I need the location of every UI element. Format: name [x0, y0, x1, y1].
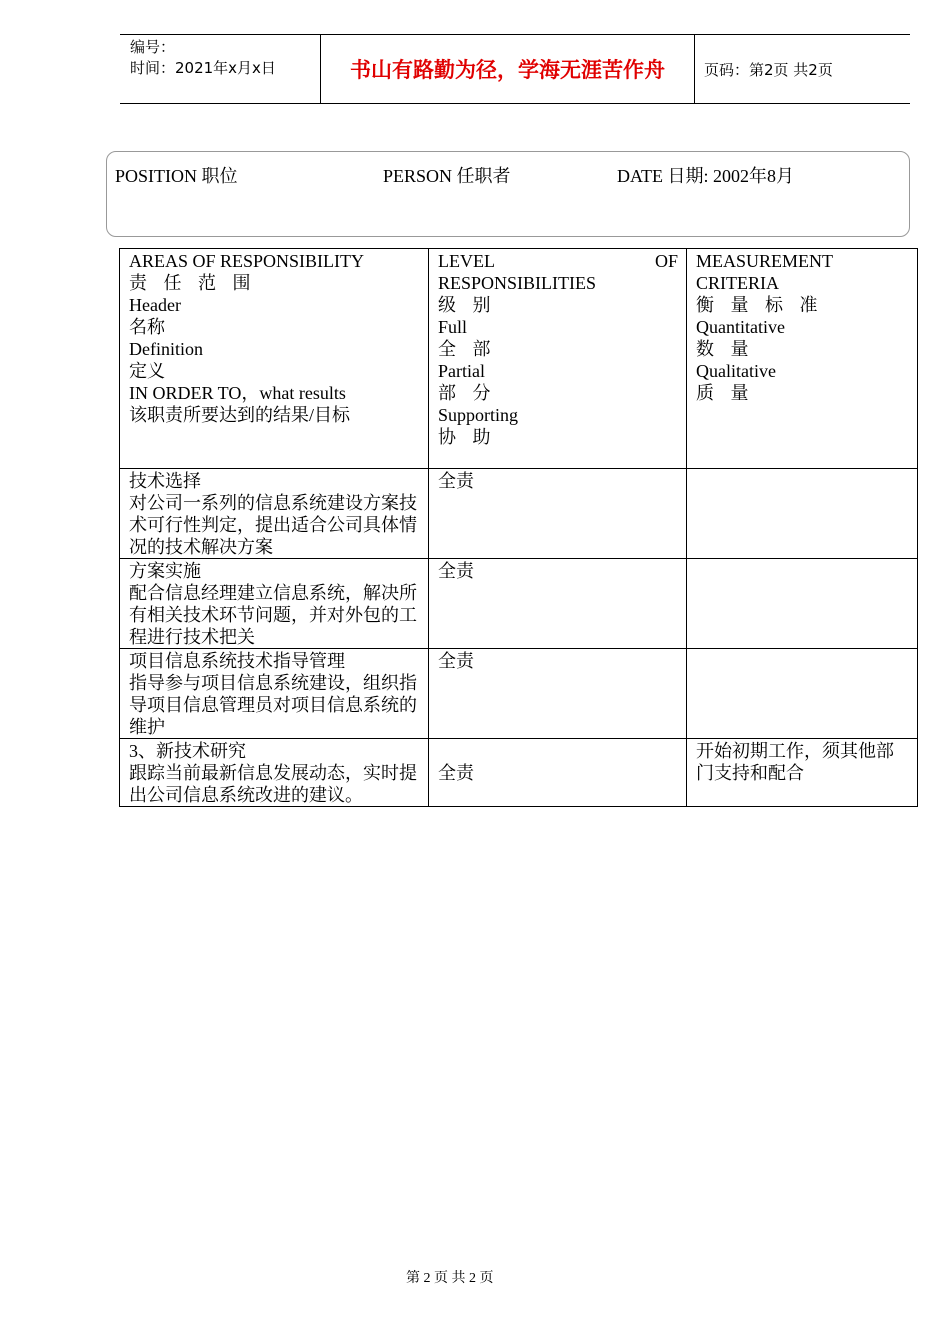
- table-row: [120, 649, 918, 739]
- area-description: 对公司一系列的信息系统建设方案技术可行性判定，提出适合公司具体情况的技术解决方案: [129, 493, 417, 557]
- table-row: [120, 469, 918, 559]
- header-meta: [130, 37, 276, 79]
- header-divider: [694, 35, 695, 103]
- responsibility-table: [119, 248, 918, 807]
- header-line: 定义: [129, 361, 165, 381]
- header-line: 全 部: [438, 339, 497, 359]
- table-row: [120, 559, 918, 649]
- level-word: LEVEL: [438, 251, 495, 271]
- page-footer: 第 2 页 共 2 页: [406, 1271, 494, 1286]
- area-cell: [120, 739, 429, 807]
- criteria-cell: [687, 649, 918, 739]
- table-header-row: [120, 249, 918, 469]
- header-line: 质 量: [696, 383, 755, 403]
- header-line: 协 助: [438, 427, 497, 447]
- header-line: 名称: [129, 317, 165, 337]
- level-cell: 全责: [429, 469, 687, 559]
- area-title: 3、新技术研究: [129, 741, 246, 761]
- header-line: Partial: [438, 361, 485, 381]
- area-description: 配合信息经理建立信息系统，解决所有相关技术环节问题，并对外包的工程进行技术把关: [129, 583, 417, 647]
- area-cell: [120, 649, 429, 739]
- level-cell: 全责: [429, 649, 687, 739]
- header-line: 责 任 范 围: [129, 273, 257, 293]
- area-title: 项目信息系统技术指导管理: [129, 651, 345, 671]
- header-page-label: 页码：第2页 共2页: [704, 60, 833, 79]
- position-label: POSITION 职位: [115, 166, 238, 186]
- header-line: CRITERIA: [696, 273, 779, 293]
- area-description: 指导参与项目信息系统建设，组织指导项目信息管理员对项目信息系统的维护: [129, 673, 417, 737]
- person-label: PERSON 任职者: [383, 166, 511, 186]
- header-line: IN ORDER TO，what results: [129, 383, 346, 403]
- header-line: 级 别: [438, 295, 497, 315]
- header-line: Quantitative: [696, 317, 785, 337]
- date-label: DATE 日期: 2002年8月: [617, 166, 794, 186]
- header-line: [438, 250, 678, 272]
- header-line: Supporting: [438, 405, 519, 425]
- area-description: 跟踪当前最新信息发展动态，实时提出公司信息系统改进的建议。: [129, 763, 417, 805]
- header-line: AREAS OF RESPONSIBILITY: [129, 251, 365, 271]
- area-title: 方案实施: [129, 561, 201, 581]
- header-line: 部 分: [438, 383, 497, 403]
- level-cell: 全责: [429, 739, 687, 807]
- header-line: 数 量: [696, 339, 755, 359]
- document-number-label: 编号：: [130, 38, 176, 56]
- header-level-cell: [429, 249, 687, 469]
- area-cell: [120, 559, 429, 649]
- header-line: 该职责所要达到的结果/目标: [129, 405, 350, 425]
- header-line: Definition: [129, 339, 203, 359]
- of-word: OF: [654, 251, 678, 271]
- page-header: [120, 34, 910, 104]
- header-line: Qualitative: [696, 361, 776, 381]
- header-areas-cell: [120, 249, 429, 469]
- header-motto: 书山有路勤为径，学海无涯苦作舟: [350, 58, 665, 82]
- criteria-cell: 开始初期工作，须其他部门支持和配合: [687, 739, 918, 807]
- header-criteria-cell: [687, 249, 918, 469]
- area-cell: [120, 469, 429, 559]
- criteria-cell: [687, 559, 918, 649]
- level-cell: 全责: [429, 559, 687, 649]
- document-time-label: 时间：2021年x月x日: [130, 59, 276, 77]
- header-line: Header: [129, 295, 181, 315]
- header-line: Full: [438, 317, 468, 337]
- table-row: [120, 739, 918, 807]
- header-line: 衡 量 标 准: [696, 295, 824, 315]
- header-line: RESPONSIBILITIES: [438, 273, 597, 293]
- criteria-cell: [687, 469, 918, 559]
- header-line: MEASUREMENT: [696, 251, 834, 271]
- area-title: 技术选择: [129, 471, 201, 491]
- position-info-box: [106, 151, 910, 237]
